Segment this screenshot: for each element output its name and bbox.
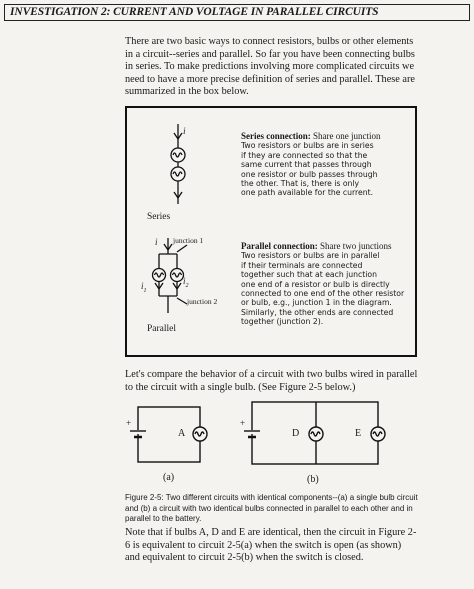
compare-line-1: Let's compare the behavior of a circuit with two bulbs wired in parallel bbox=[125, 369, 418, 380]
series-line: same current that passes through bbox=[241, 160, 372, 170]
bulb-e-label: E bbox=[355, 428, 362, 439]
parallel-line: one end of a resistor or bulb is directly bbox=[241, 279, 390, 289]
intro-line-4: need to have a more precise definition of series and parallel. These are bbox=[125, 73, 415, 85]
note-paragraph bbox=[125, 527, 465, 565]
caption-line-1: Figure 2-5: Two different circuits with identical components--(a) a single bulb circuit bbox=[125, 493, 418, 502]
parallel-heading-rest: Share two junctions bbox=[317, 241, 392, 251]
battery-a-plus: + bbox=[126, 418, 132, 428]
junction-2-label: junction 2 bbox=[187, 297, 218, 306]
note-line-3: and equivalent to circuit 2-5(b) when the switch is closed. bbox=[125, 552, 364, 564]
intro-line-2: in a circuit--series and parallel. So far you have been connecting bulbs bbox=[125, 48, 415, 60]
intro-paragraph bbox=[125, 36, 455, 99]
series-label: Series bbox=[147, 212, 171, 222]
intro-line-3: in series. To make predictions involving more complicated circuits we bbox=[125, 61, 415, 73]
parallel-heading: Parallel connection: bbox=[241, 241, 318, 251]
note-line-2: 6 is equivalent to circuit 2-5(a) when the switch is open (as shown) bbox=[125, 539, 402, 551]
series-description bbox=[241, 132, 380, 198]
note-line-1: Note that if bulbs A, D and E are identical, then the circuit in Figure 2- bbox=[125, 527, 417, 538]
parallel-line: connected to one end of the other resistor bbox=[241, 289, 405, 299]
compare-line-2: to the circuit with a single bulb. (See Figure 2-5 below.) bbox=[125, 381, 356, 393]
caption-line-2: and (b) a circuit with two identical bulbs connected in parallel to each other and in bbox=[125, 503, 413, 513]
i2-label: $i_2$ bbox=[183, 276, 189, 289]
bulb-a-label: A bbox=[178, 428, 186, 439]
page-title: INVESTIGATION 2: CURRENT AND VOLTAGE IN PARALLEL CIRCUITS bbox=[4, 4, 470, 21]
figure-a-label: (a) bbox=[163, 472, 175, 483]
junction-1-label: junction 1 bbox=[173, 236, 204, 245]
battery-b-plus: + bbox=[240, 418, 246, 428]
parallel-label: Parallel bbox=[147, 324, 177, 334]
parallel-line: together such that at each junction bbox=[241, 270, 378, 280]
series-line: one path available for the current. bbox=[241, 188, 374, 198]
series-line: Two resistors or bulbs are in series bbox=[241, 141, 374, 151]
parallel-description bbox=[241, 242, 404, 327]
i1-label: $i_1$ bbox=[141, 281, 147, 294]
parallel-current-label: i bbox=[155, 237, 158, 247]
series-line: one resistor or bulb passes through bbox=[241, 169, 378, 179]
compare-paragraph bbox=[125, 369, 465, 394]
definitions-box bbox=[125, 106, 417, 357]
series-line: the other. That is, there is only bbox=[241, 179, 360, 189]
parallel-line: Two resistors or bulbs are in parallel bbox=[241, 251, 380, 261]
parallel-line: if their terminals are connected bbox=[241, 260, 363, 270]
figure-caption bbox=[125, 493, 465, 525]
parallel-line: together (junction 2). bbox=[241, 317, 324, 327]
caption-line-3: parallel to the battery. bbox=[125, 514, 202, 523]
parallel-line: Similarly, the other ends are connected bbox=[241, 307, 394, 317]
figure-b-label: (b) bbox=[307, 474, 319, 485]
series-current-label: i bbox=[183, 127, 186, 137]
series-line: if they are connected so that the bbox=[241, 150, 368, 160]
intro-line-5: summarized in the box below. bbox=[125, 86, 249, 98]
series-heading-rest: Share one junction bbox=[310, 131, 381, 141]
bulb-d-label: D bbox=[292, 428, 300, 439]
intro-line-1: There are two basic ways to connect resistors, bulbs or other elements bbox=[125, 36, 414, 47]
series-heading: Series connection: bbox=[241, 131, 311, 141]
parallel-line: or bulb, e.g., junction 1 in the diagram. bbox=[241, 298, 392, 308]
